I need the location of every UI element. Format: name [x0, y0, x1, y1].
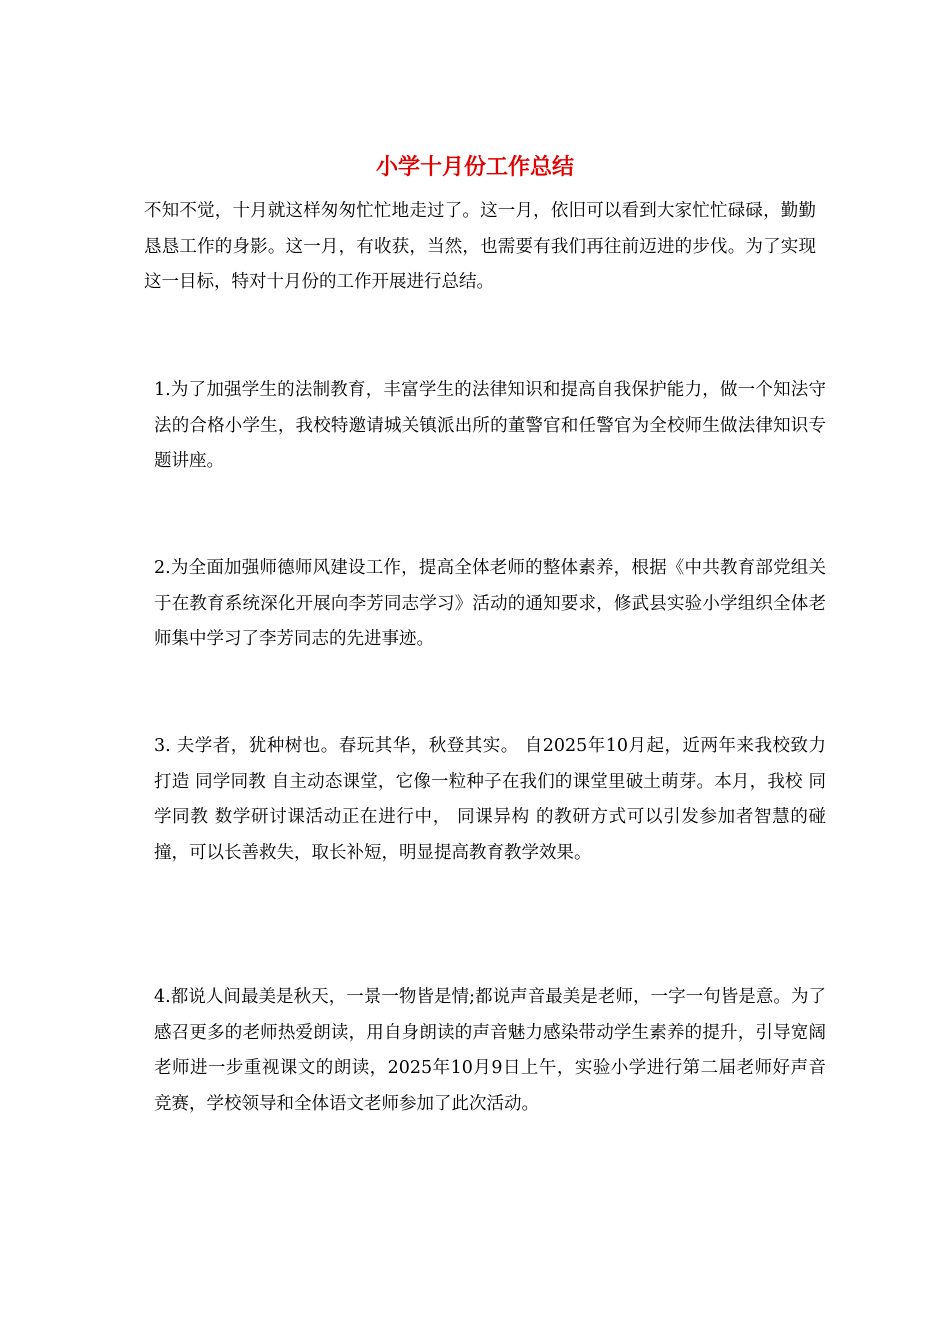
intro-paragraph: 不知不觉，十月就这样匆匆忙忙地走过了。这一月，依旧可以看到大家忙忙碌碌，勤勤恳恳工作的身影。这一月，有收获，当然，也需要有我们再往前迈进的步伐。为了实现这一目标，特对十月份的工作开展进行总结。	[144, 201, 816, 292]
paragraph-item-2: 2.为全面加强师德师风建设工作，提高全体老师的整体素养，根据《中共教育部党组关于在教育系统深化开展向李芳同志学习》活动的通知要求，修武县实验小学组织全体老师集中学习了李芳同志的先进事迹。	[154, 558, 826, 649]
paragraph-item-3: 3. 夫学者，犹种树也。春玩其华，秋登其实。 自2025年10月起，近两年来我校致力打造 同学同教 自主动态课堂，它像一粒种子在我们的课堂里破土萌芽。本月，我校 同学同教 数学研讨课活动正在进行中， 同课异构 的教研方式可以引发参加者智慧的碰撞，可以长善救失，取长补短，明显提高教育教学效果。	[154, 736, 826, 863]
document-title: 小学十月份工作总结	[375, 154, 574, 180]
paragraph-item-4: 4.都说人间最美是秋天，一景一物皆是情;都说声音最美是老师，一字一句皆是意。为了感召更多的老师热爱朗读，用自身朗读的声音魅力感染带动学生素养的提升，引导宽阔老师进一步重视课文的朗读，2025年10月9日上午，实验小学进行第二届老师好声音竞赛，学校领导和全体语文老师参加了此次活动。	[154, 987, 826, 1114]
paragraph-item-1: 1.为了加强学生的法制教育，丰富学生的法律知识和提高自我保护能力，做一个知法守法的合格小学生，我校特邀请城关镇派出所的董警官和任警官为全校师生做法律知识专题讲座。	[154, 380, 826, 471]
